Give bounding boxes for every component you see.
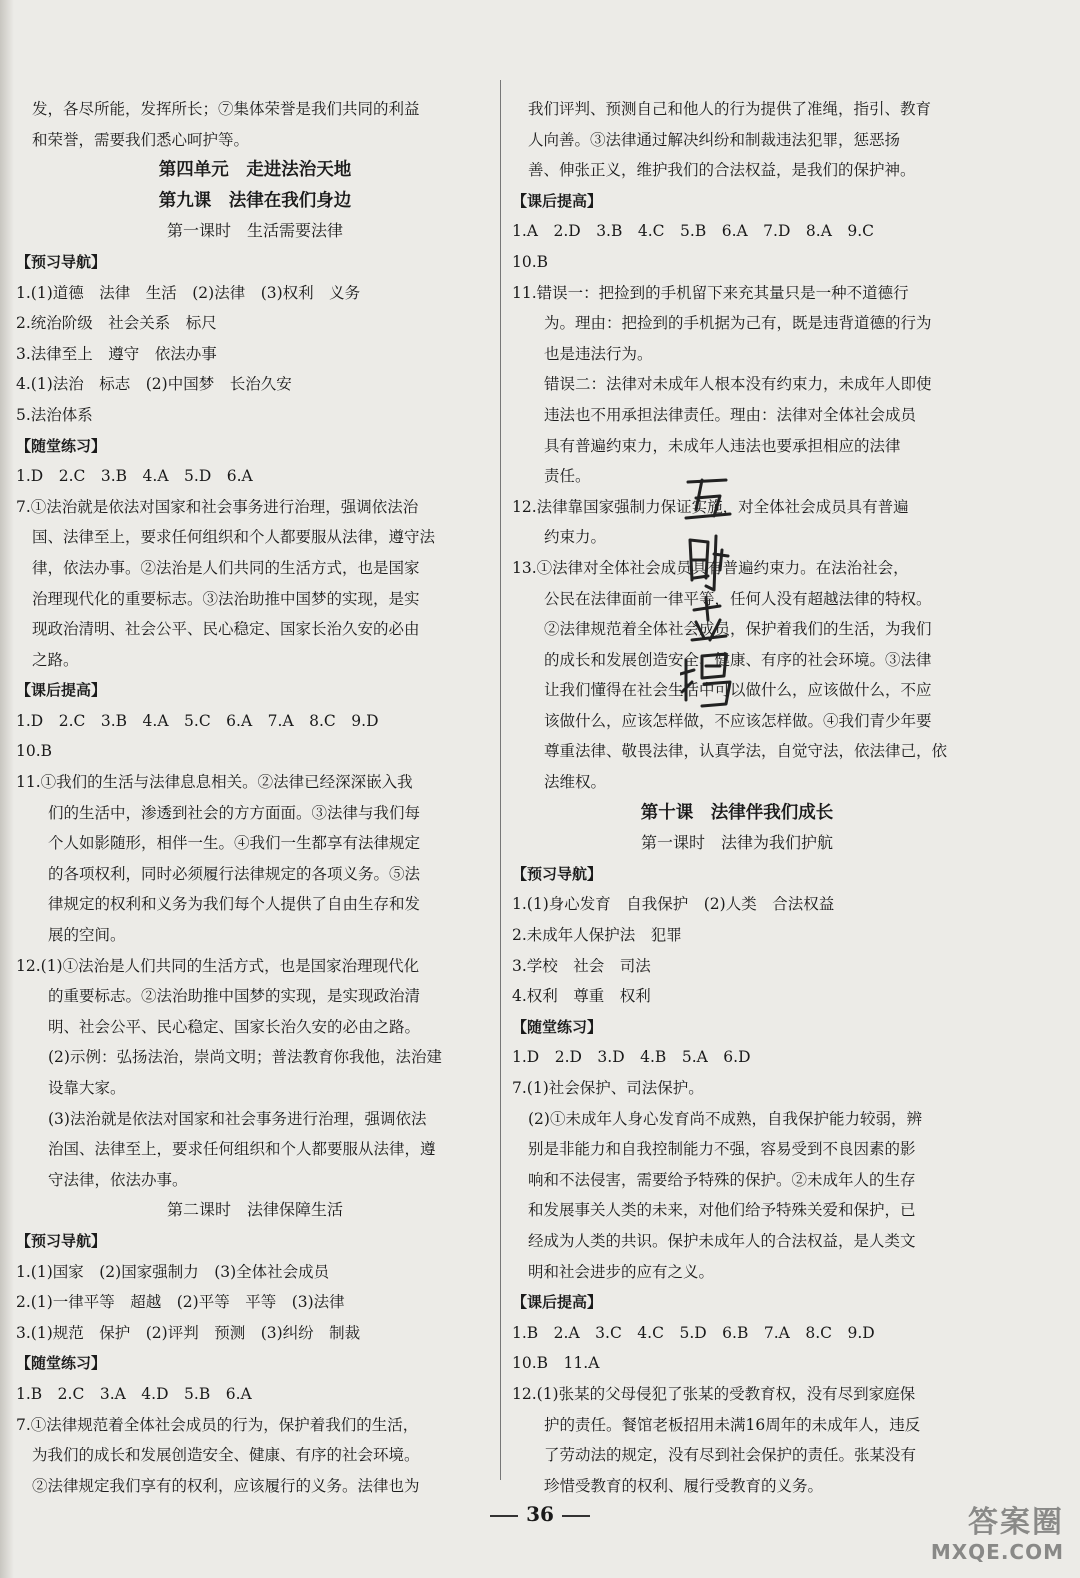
text-line: 该做什么，应该怎样做，不应该怎样做。④我们青少年要: [544, 711, 932, 730]
text-line: 7.①法治就是依法对国家和社会事务进行治理，强调依法治: [16, 497, 419, 516]
text-line: 1.D 2.C 3.B 4.A 5.D 6.A: [16, 467, 253, 486]
text-line: 4.权利 尊重 权利: [512, 987, 651, 1006]
text-line: 明和社会进步的应有之义。: [528, 1262, 715, 1281]
text-line: 错误二：法律对未成年人根本没有约束力，未成年人即使: [544, 375, 932, 394]
text-line: 12.(1)①法治是人们共同的生活方式，也是国家治理现代化: [16, 956, 420, 975]
text-line: 尊重法律、敬畏法律，认真学法，自觉守法，依法律己，依: [544, 742, 948, 761]
text-line: 违法也不用承担法律责任。理由：法律对全体社会成员: [544, 405, 917, 424]
right-column: [512, 94, 962, 1501]
section-label: 【随堂练习】: [16, 1354, 107, 1373]
text-line: (2)示例：弘扬法治，崇尚文明；普法教育你我他，法治建: [48, 1048, 442, 1067]
text-line: 律规定的权利和义务为我们每个人提供了自由生存和发: [48, 895, 421, 914]
text-line: 和发展事关人类的未来，对他们给予特殊关爱和保护，已: [528, 1201, 916, 1220]
text-line: 5.法治体系: [16, 405, 93, 424]
text-line: 的重要标志。②法治助推中国梦的实现，是实现政治清: [48, 987, 421, 1006]
section-heading: 第四单元 走进法治天地: [158, 160, 352, 181]
text-line: 3.法律至上 遵守 依法办事: [16, 344, 217, 363]
text-line: (2)①未成年人身心发育尚不成熟，自我保护能力较弱，辨: [528, 1109, 922, 1128]
text-line: 人向善。③法律通过解决纠纷和制裁违法犯罪，惩恶扬: [528, 130, 901, 149]
section-label: 【课后提高】: [16, 681, 107, 700]
text-line: 2.未成年人保护法 犯罪: [512, 926, 682, 945]
text-line: 1.B 2.C 3.A 4.D 5.B 6.A: [16, 1384, 252, 1403]
section-heading: 第九课 法律在我们身边: [158, 190, 352, 211]
text-line: 12.法律靠国家强制力保证实施，对全体社会成员具有普遍: [512, 497, 909, 516]
text-line: 1.(1)身心发育 自我保护 (2)人类 合法权益: [512, 895, 835, 914]
subsection-heading: 第一课时 法律为我们护航: [640, 833, 833, 853]
text-line: 13.①法律对全体社会成员具有普遍约束力。在法治社会，: [512, 558, 909, 577]
text-line: 2.(1)一律平等 超越 (2)平等 平等 (3)法律: [16, 1293, 345, 1312]
watermark-line2: MXQE.COM: [930, 1540, 1064, 1564]
text-line: 公民在法律面前一律平等，任何人没有超越法律的特权。: [544, 589, 932, 608]
section-label: 【课后提高】: [512, 1293, 603, 1312]
section-label: 【预习导航】: [16, 252, 107, 271]
column-divider: [500, 80, 501, 1480]
text-line: 响和不法侵害，需要给予特殊的保护。②未成年人的生存: [528, 1170, 916, 1189]
text-line: 10.B: [16, 742, 53, 761]
text-line: 11.错误一：把捡到的手机留下来充其量只是一种不道德行: [512, 283, 909, 302]
text-line: 个人如影随形，相伴一生。④我们一生都享有法律规定: [48, 834, 421, 853]
footer-dash-right: [562, 1515, 590, 1517]
text-line: 守法律，依法办事。: [48, 1170, 188, 1189]
text-line: 明、社会公平、民心稳定、国家长治久安的必由之路。: [48, 1017, 421, 1036]
page-edge-shadow: [0, 0, 14, 1578]
text-line: 经成为人类的共识。保护未成年人的合法权益，是人类文: [528, 1231, 916, 1250]
section-label: 【课后提高】: [512, 191, 603, 210]
text-line: 治理现代化的重要标志。③法治助推中国梦的实现，是实: [32, 589, 420, 608]
text-line: 1.(1)国家 (2)国家强制力 (3)全体社会成员: [16, 1262, 330, 1281]
page-number: 36: [526, 1502, 554, 1526]
text-line: 1.D 2.D 3.D 4.B 5.A 6.D: [512, 1048, 751, 1067]
text-line: 的成长和发展创造安全、健康、有序的社会环境。③法律: [544, 650, 932, 669]
left-column: [16, 94, 494, 1501]
text-line: 了劳动法的规定，没有尽到社会保护的责任。张某没有: [544, 1446, 917, 1465]
text-line: ②法律规定我们享有的权利，应该履行的义务。法律也为: [32, 1476, 420, 1495]
text-line: 7.(1)社会保护、司法保护。: [512, 1079, 704, 1097]
text-line: 2.统治阶级 社会关系 标尺: [16, 314, 217, 333]
text-line: 12.(1)张某的父母侵犯了张某的受教育权，没有尽到家庭保: [512, 1384, 916, 1403]
watermark-line1: 答案圈: [968, 1505, 1064, 1540]
text-line: 也是违法行为。: [544, 344, 653, 363]
section-label: 【预习导航】: [512, 864, 603, 883]
text-line: 善、伸张正义，维护我们的合法权益，是我们的保护神。: [528, 161, 916, 180]
text-line: 别是非能力和自我控制能力不强，容易受到不良因素的影: [528, 1140, 916, 1159]
section-heading: 第十课 法律伴我们成长: [640, 802, 834, 823]
text-line: 为。理由：把捡到的手机据为己有，既是违背道德的行为: [544, 314, 932, 333]
watermark-logo: [888, 1506, 1064, 1568]
footer-dash-left: [490, 1515, 518, 1517]
text-line: 1.D 2.C 3.B 4.A 5.C 6.A 7.A 8.C 9.D: [16, 711, 379, 730]
text-line: (3)法治就是依法对国家和社会事务进行治理，强调依法: [48, 1109, 427, 1128]
text-line: 们的生活中，渗透到社会的方方面面。③法律与我们每: [48, 803, 421, 822]
text-line: 约束力。: [544, 528, 607, 547]
text-line: 1.B 2.A 3.C 4.C 5.D 6.B 7.A 8.C 9.D: [512, 1323, 875, 1342]
text-line: 3.(1)规范 保护 (2)评判 预测 (3)纠纷 制裁: [16, 1323, 361, 1342]
text-line: 具有普遍约束力，未成年人违法也要承担相应的法律: [544, 436, 901, 455]
subsection-heading: 第一课时 生活需要法律: [166, 221, 343, 241]
text-line: 设靠大家。: [48, 1079, 126, 1097]
text-line: 10.B: [512, 252, 549, 271]
text-line: 我们评判、预测自己和他人的行为提供了准绳，指引、教育: [528, 100, 932, 118]
text-line: 国、法律至上，要求任何组织和个人都要服从法律，遵守法: [32, 528, 436, 547]
text-line: 4.(1)法治 标志 (2)中国梦 长治久安: [16, 375, 292, 394]
text-line: 1.A 2.D 3.B 4.C 5.B 6.A 7.D 8.A 9.C: [512, 222, 875, 241]
text-line: 珍惜受教育的权利、履行受教育的义务。: [544, 1476, 824, 1495]
text-line: 责任。: [544, 467, 591, 486]
text-line: 11.①我们的生活与法律息息相关。②法律已经深深嵌入我: [16, 773, 413, 792]
text-line: 让我们懂得在社会生活中可以做什么，应该做什么，不应: [544, 681, 932, 700]
section-label: 【预习导航】: [16, 1231, 107, 1250]
subsection-heading: 第二课时 法律保障生活: [166, 1200, 343, 1220]
text-line: 现政治清明、社会公平、民心稳定、国家长治久安的必由: [32, 620, 420, 639]
text-line: 发，各尽所能，发挥所长；⑦集体荣誉是我们共同的利益: [32, 100, 420, 118]
text-line: 护的责任。餐馆老板招用未满16周年的未成年人，违反: [544, 1415, 921, 1434]
text-line: ②法律规范着全体社会成员，保护着我们的生活，为我们: [544, 620, 932, 639]
text-line: 1.(1)道德 法律 生活 (2)法律 (3)权利 义务: [16, 283, 361, 302]
text-line: 的各项权利，同时必须履行法律规定的各项义务。⑤法: [48, 864, 421, 883]
text-line: 展的空间。: [48, 926, 126, 945]
text-line: 为我们的成长和发展创造安全、健康、有序的社会环境。: [32, 1446, 420, 1465]
section-label: 【随堂练习】: [512, 1017, 603, 1036]
text-line: 法维权。: [544, 773, 607, 792]
text-line: 律，依法办事。②法治是人们共同的生活方式，也是国家: [32, 558, 420, 577]
text-line: 3.学校 社会 司法: [512, 956, 651, 975]
text-line: 之路。: [32, 650, 79, 669]
text-line: 治国、法律至上，要求任何组织和个人都要服从法律，遵: [48, 1140, 436, 1159]
text-line: 和荣誉，需要我们悉心呵护等。: [32, 130, 250, 149]
section-label: 【随堂练习】: [16, 436, 107, 455]
text-line: 10.B 11.A: [512, 1354, 600, 1373]
text-line: 7.①法律规范着全体社会成员的行为，保护着我们的生活，: [16, 1415, 419, 1434]
